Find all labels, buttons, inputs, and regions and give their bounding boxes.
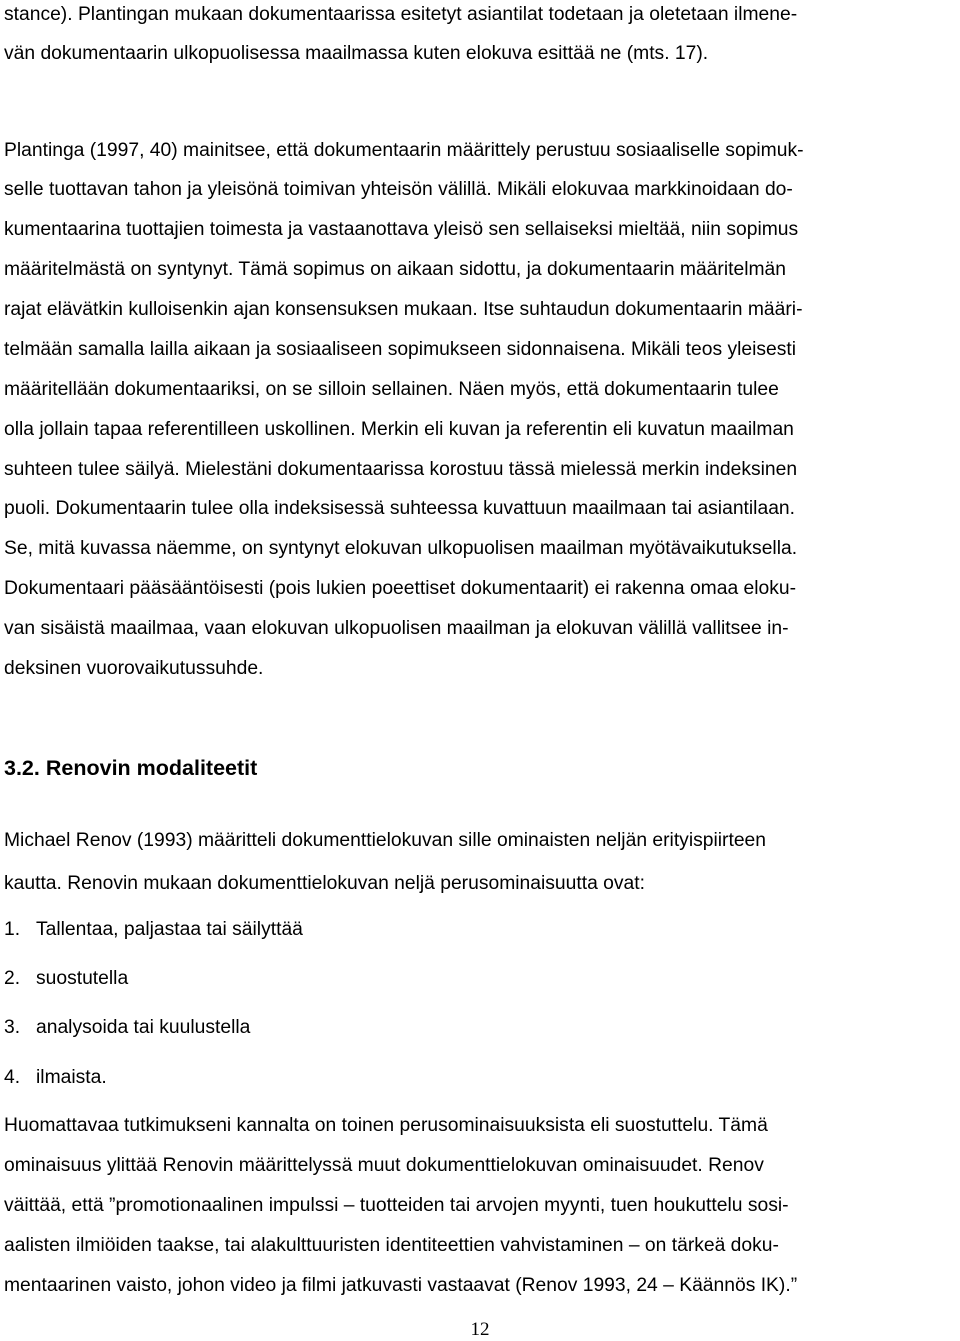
text-line: kautta. Renovin mukaan dokumenttielokuvan neljä perusominaisuutta ovat: <box>4 873 645 894</box>
text-line: puoli. Dokumentaarin tulee olla indeksisessä suhteessa kuvattuun maailmaan tai asiantilaan. <box>4 498 795 519</box>
list-item-text: analysoida tai kuulustella <box>36 1017 251 1038</box>
list-item-text: ilmaista. <box>36 1067 107 1088</box>
list-item <box>4 967 954 991</box>
text-line: Huomattavaa tutkimukseni kannalta on toinen perusominaisuuksista eli suostuttelu. Tämä <box>4 1115 768 1136</box>
section-heading <box>4 754 257 782</box>
section-title: Renovin modaliteetit <box>45 756 258 780</box>
text-line: Dokumentaari pääsääntöisesti (pois lukien poeettiset dokumentaarit) ei rakenna omaa eloku- <box>4 578 797 599</box>
text-line: rajat elävätkin kulloisenkin ajan konsensuksen mukaan. Itse suhtaudun dokumentaarin määri- <box>4 299 803 320</box>
list-item-number: 2. <box>4 968 21 989</box>
page-number: 12 <box>470 1319 490 1340</box>
text-line: vän dokumentaarin ulkopuolisessa maailmassa kuten elokuva esittää ne (mts. 17). <box>4 43 709 64</box>
text-line: väittää, että ”promotionaalinen impulssi – tuotteiden tai arvojen myynti, tuen houkuttelu sosi- <box>4 1195 789 1216</box>
section-number: 3.2. <box>4 756 40 780</box>
list-item <box>4 918 954 942</box>
text-line: määritelmästä on syntynyt. Tämä sopimus on aikaan sidottu, ja dokumentaarin määritelmän <box>4 259 786 280</box>
list-item-number: 1. <box>4 919 21 940</box>
list-item <box>4 1066 954 1090</box>
list-item <box>4 1016 954 1040</box>
text-line: Michael Renov (1993) määritteli dokumenttielokuvan sille ominaisten neljän erityispiirteen <box>4 830 766 851</box>
text-line: telmään samalla lailla aikaan ja sosiaaliseen sopimukseen sidonnaisena. Mikäli teos yleisesti <box>4 339 797 360</box>
list-item-text: suostutella <box>36 968 129 989</box>
text-line: Plantinga (1997, 40) mainitsee, että dokumentaarin määrittely perustuu sosiaaliselle sopimuk- <box>4 140 804 161</box>
text-line: Se, mitä kuvassa näemme, on syntynyt elokuvan ulkopuolisen maailman myötävaikutuksella. <box>4 538 798 559</box>
text-line: kumentaarina tuottajien toimesta ja vastaanottava yleisö sen sellaiseksi mieltää, niin sopimus <box>4 219 799 240</box>
text-line: ominaisuus ylittää Renovin määrittelyssä muut dokumenttielokuvan ominaisuudet. Renov <box>4 1155 764 1176</box>
text-line: aalisten ilmiöiden taakse, tai alakulttuuristen identiteettien vahvistaminen – on tärkeä doku- <box>4 1235 779 1256</box>
text-line: olla jollain tapaa referentilleen uskollinen. Merkin eli kuvan ja referentin eli kuvatun maailman <box>4 419 794 440</box>
text-line: van sisäistä maailmaa, vaan elokuvan ulkopuolisen maailman ja elokuvan välillä vallitsee in- <box>4 618 789 639</box>
list-item-number: 4. <box>4 1067 21 1088</box>
text-line: deksinen vuorovaikutussuhde. <box>4 658 264 679</box>
list-item-number: 3. <box>4 1017 21 1038</box>
text-line: suhteen tulee säilyä. Mielestäni dokumentaarissa korostuu tässä mielessä merkin indeksinen <box>4 459 798 480</box>
list-item-text: Tallentaa, paljastaa tai säilyttää <box>36 919 303 940</box>
text-line: selle tuottavan tahon ja yleisönä toimivan yhteisön välillä. Mikäli elokuvaa markkinoidaan do- <box>4 179 793 200</box>
text-line: määritellään dokumentaariksi, on se silloin sellainen. Näen myös, että dokumentaarin tulee <box>4 379 779 400</box>
text-line: stance). Plantingan mukaan dokumentaarissa esitetyt asiantilat todetaan ja oletetaan ilmene- <box>4 4 798 25</box>
text-line: mentaarinen vaisto, johon video ja filmi jatkuvasti vastaavat (Renov 1993, 24 – Käännös IK).” <box>4 1275 798 1296</box>
